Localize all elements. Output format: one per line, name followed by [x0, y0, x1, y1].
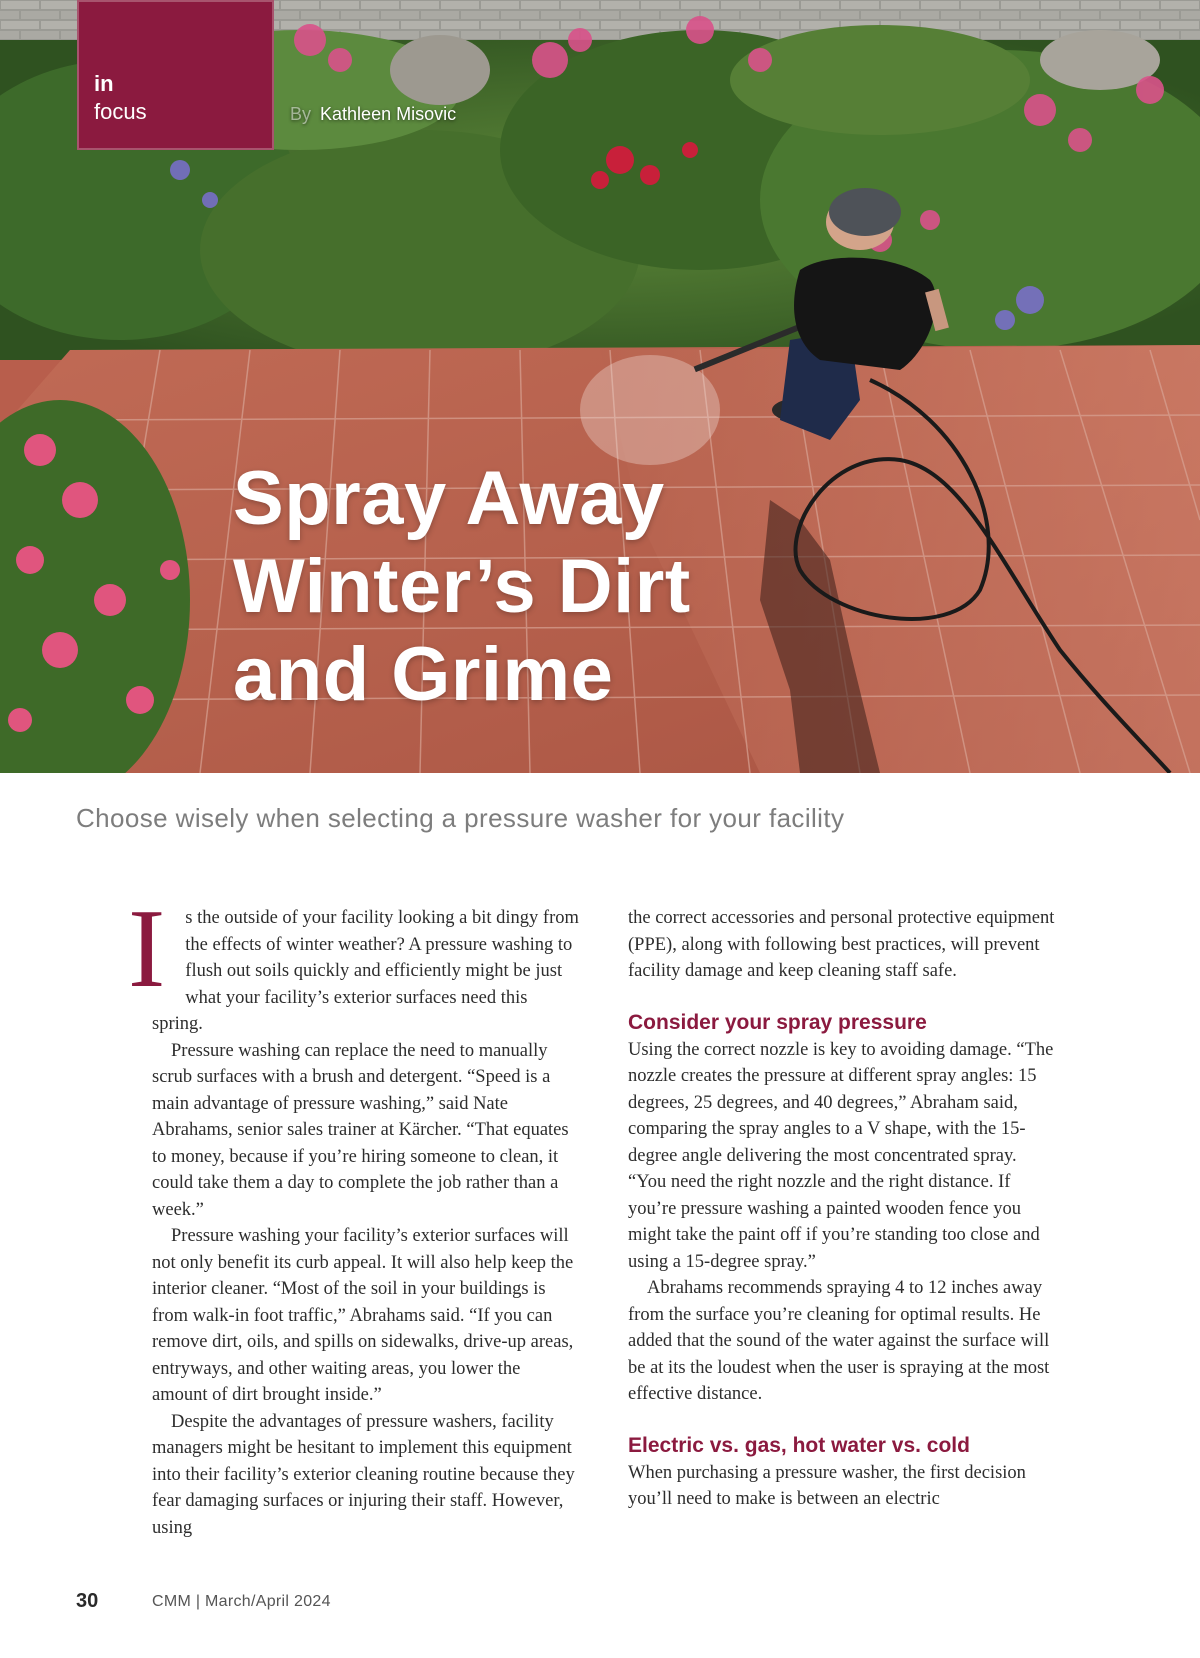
section-tag-in: in: [94, 71, 114, 96]
article-column-right: [628, 905, 1058, 1513]
section-tag-focus: focus: [94, 99, 147, 124]
headline-line-1: Spray Away: [233, 456, 665, 541]
article-deck: Choose wisely when selecting a pressure washer for your facility: [76, 803, 845, 833]
paragraph-text: s the outside of your facility looking a bit dingy from the effects of winter weather? A pressure washing to flush out soils quickly and efficiently might be just what your facility’s exterior surfaces need this spring.: [152, 908, 579, 1034]
headline-line-2: Winter’s Dirt: [233, 544, 691, 629]
section-tag: [77, 0, 274, 150]
hero-photo: [0, 0, 1200, 773]
headline-line-3: and Grime: [233, 632, 614, 717]
paragraph: Using the correct nozzle is key to avoiding damage. “The nozzle creates the pressure at different spray angles: 15 degrees, 25 degrees, and 40 degrees,” Abraham said, comparing the spray angles to a V shape, with the 15-degree angle delivering the most concentrated spray. “You need the right nozzle and the right distance. If you’re pressure washing a painted wooden fence you might take the paint off if you’re standing too close and using a 15-degree spray.”: [628, 1039, 1054, 1272]
article-column-left: [128, 887, 580, 1541]
subhead-spray-pressure: Consider your spray pressure: [628, 1010, 927, 1034]
page-number: 30: [76, 1590, 99, 1612]
byline-author: Kathleen Misovic: [320, 104, 457, 124]
paragraph: Abrahams recommends spraying 4 to 12 inches away from the surface you’re cleaning for optimal results. He added that the sound of the water against the surface will be at its the loudest when the user is spraying at the most effective distance.: [628, 1278, 1050, 1404]
byline-by: By: [290, 104, 312, 124]
paragraph: When purchasing a pressure washer, the first decision you’ll need to make is between an electric: [628, 1462, 1026, 1509]
drop-cap: I: [128, 887, 166, 1011]
paragraph: Pressure washing can replace the need to manually scrub surfaces with a brush and detergent. “Speed is a main advantage of pressure washing,” said Nate Abrahams, senior sales trainer at Kärcher. “That equates to money, because if you’re hiring someone to clean, it could take them a day to complete the job rather than a week.”: [152, 1040, 569, 1220]
paragraph: the correct accessories and personal protective equipment (PPE), along with following best practices, will prevent facility damage and keep cleaning staff safe.: [628, 908, 1055, 981]
paragraph: Despite the advantages of pressure washers, facility managers might be hesitant to implement this equipment into their facility’s exterior cleaning routine because they fear damaging surfaces or injuring their staff. However, using: [152, 1411, 575, 1538]
article-headline: [233, 455, 793, 719]
subhead-electric-vs-gas: Electric vs. gas, hot water vs. cold: [628, 1433, 970, 1457]
paragraph: [128, 887, 580, 1038]
byline: [290, 104, 456, 125]
folio: CMM | March/April 2024: [152, 1593, 331, 1610]
paragraph: Pressure washing your facility’s exterior surfaces will not only benefit its curb appeal. It will also help keep the interior cleaner. “Most of the soil in your buildings is from walk-in foot traffic,” Abrahams said. “If you can remove dirt, oils, and spills on sidewalks, drive-up areas, entryways, and other waiting areas, you lower the amount of dirt brought inside.”: [152, 1226, 574, 1405]
